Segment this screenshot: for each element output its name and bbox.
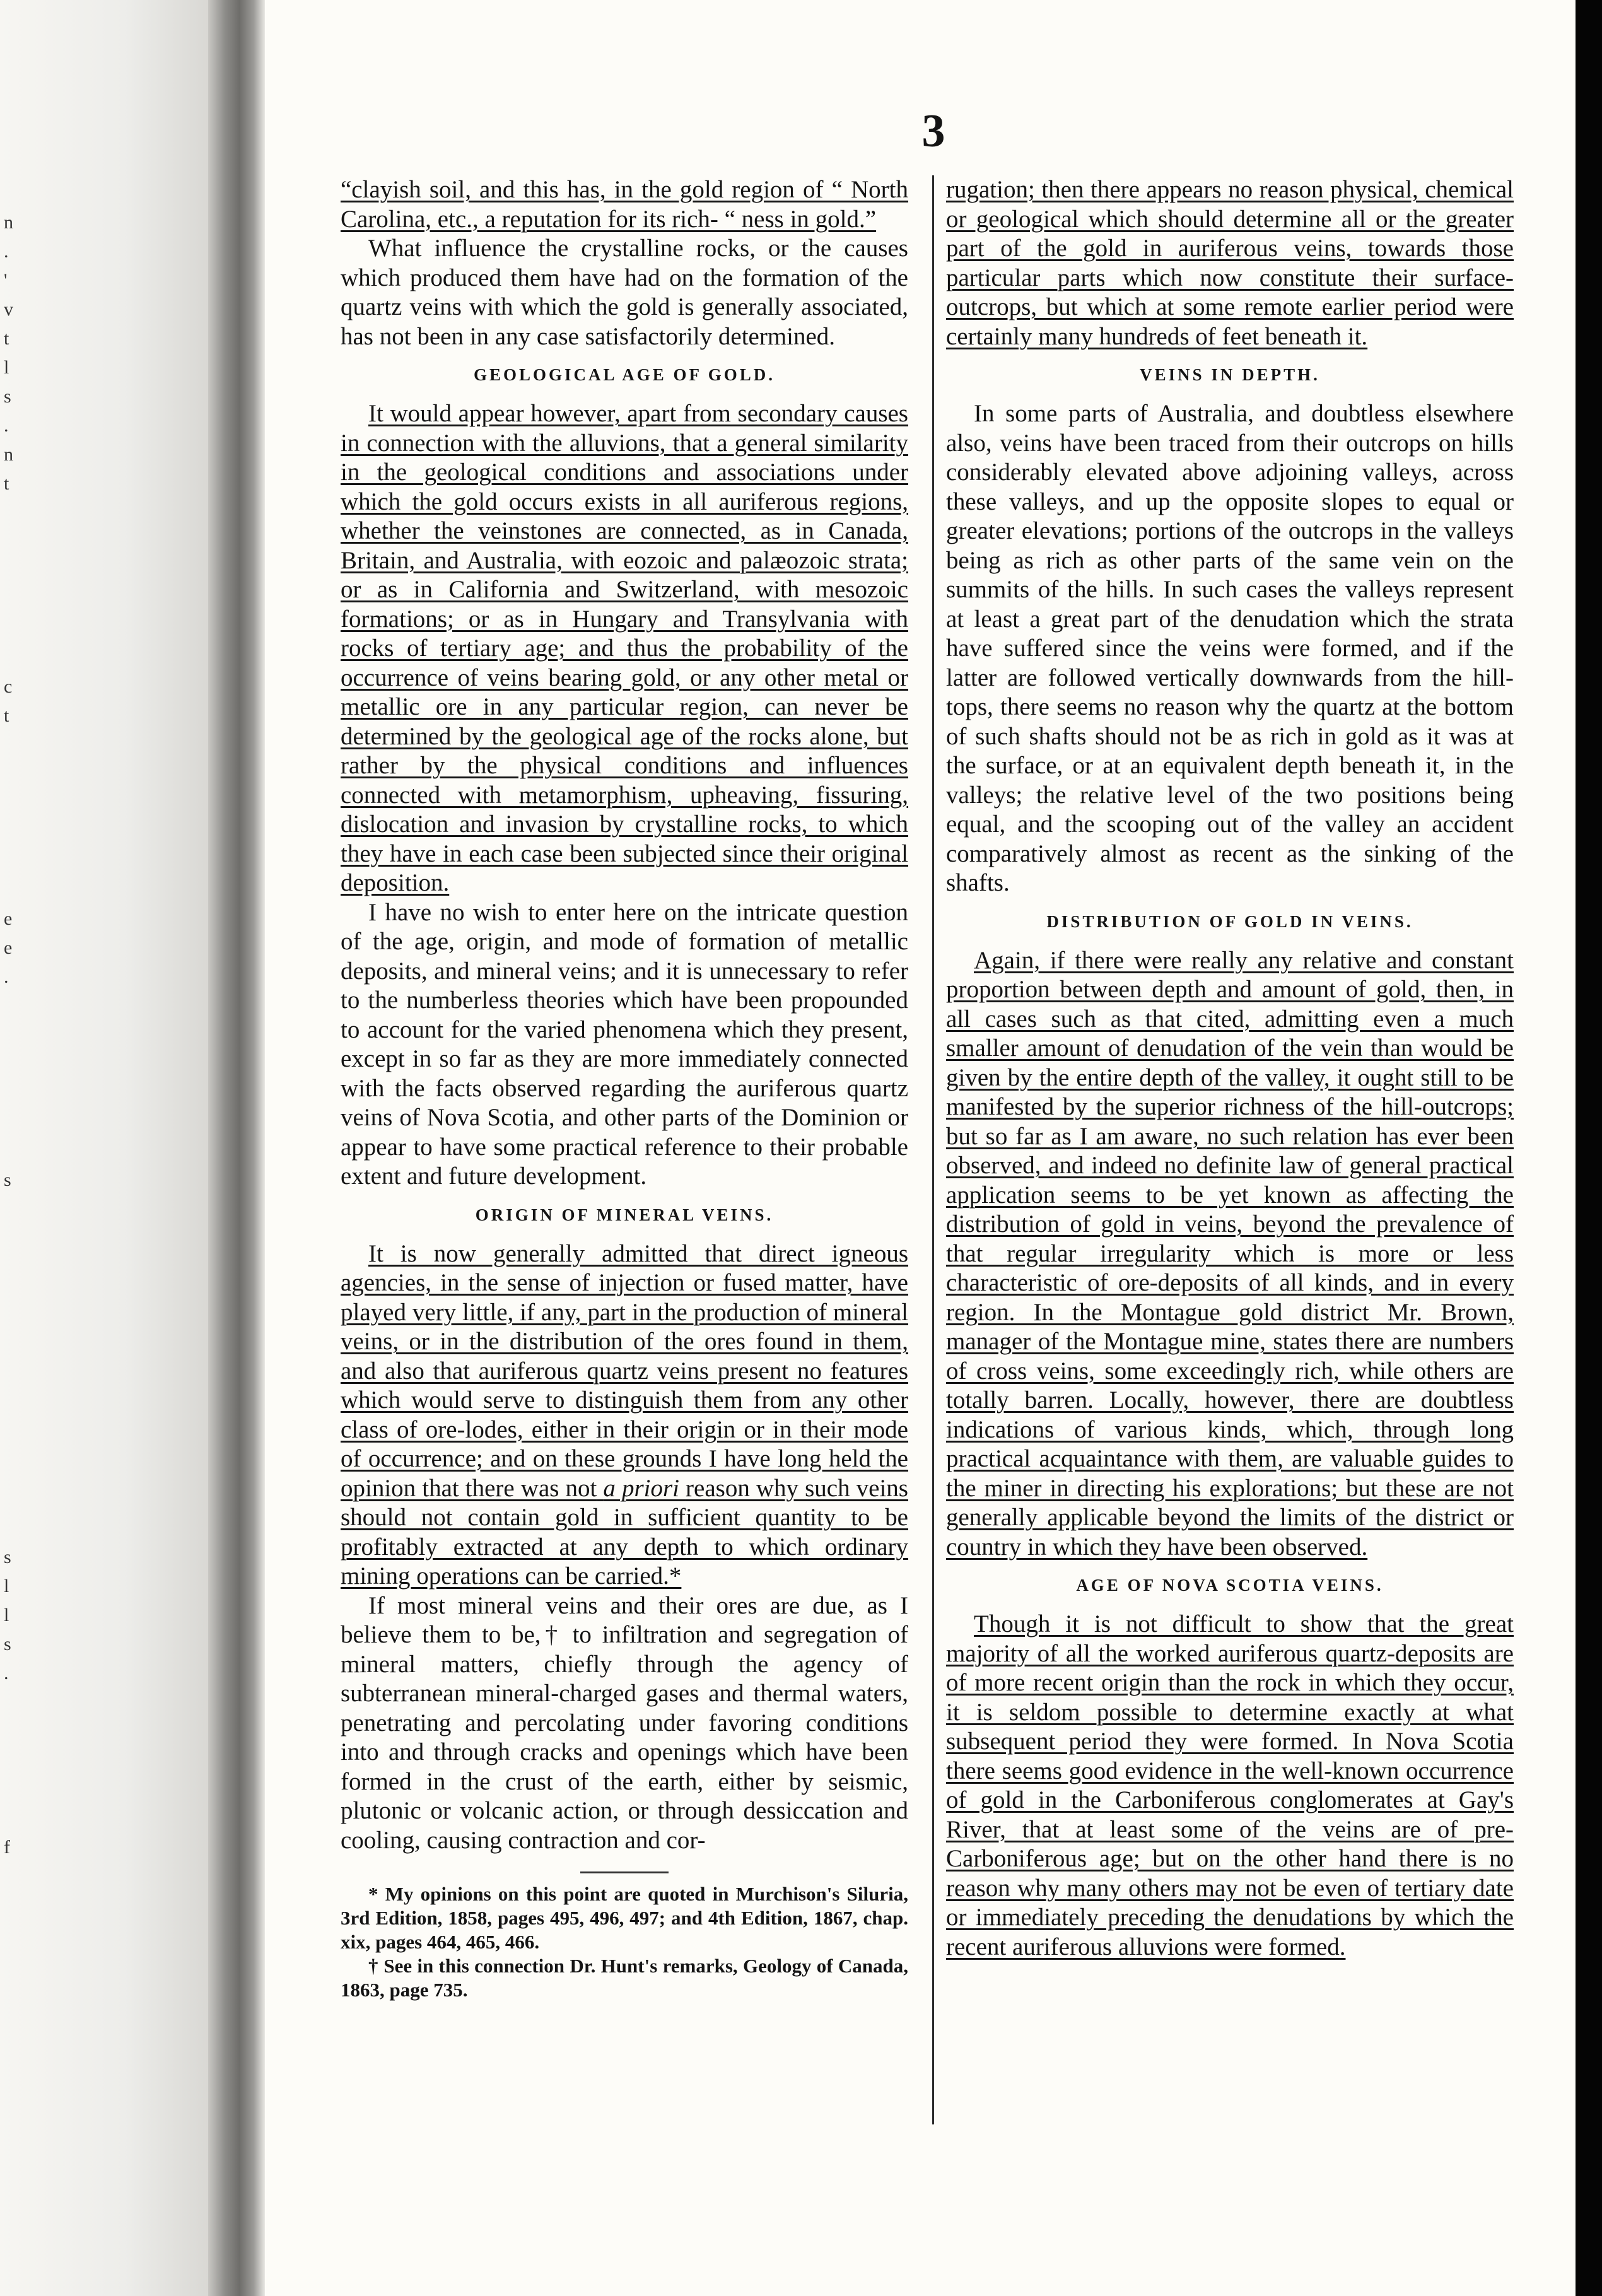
- underlined-text: rugation; then there appears no reason physical, chemical or geological which should determine all or the greater part of the gold in auriferous veins, towards those particular parts which now constitute their surface-outcrops, but which at some remote earlier period were certainly many hundreds of feet beneath it.: [946, 176, 1514, 350]
- paragraph: If most mineral veins and their ores are due, as I believe them to be,† to infiltration and segregation of mineral matters, chiefly through the agency of subterranean mineral-charged gases and thermal waters, penetrating and percolating under favoring conditions into and through cracks and openings which have been formed in the crust of the earth, either by seismic, plutonic or volcanic action, or through dessiccation and cooling, causing contraction and cor-: [341, 1591, 908, 1854]
- section-heading: DISTRIBUTION OF GOLD IN VEINS.: [1046, 911, 1413, 931]
- margin-text-fragments: n . ' v t l s . n t c t e e . s s l l s . f: [4, 212, 13, 1858]
- text-run: It is now generally admitted that direct igneous agencies, in the sense of injection or fused matter, have played very little, if any, part in the production of mineral veins, or in the distribution of the ores found in them, and also that auriferous quartz veins present no features which would serve to distinguish them from any other class of ore-lodes, either in their origin or in their mode of occurrence; and on these grounds I have long held the opinion that there was not: [341, 1239, 908, 1502]
- footnote-rule: [580, 1871, 669, 1873]
- paragraph: [341, 399, 908, 898]
- underlined-text: Though it is not difficult to show that the great majority of all the worked auriferous quartz-deposits are of more recent origin than the rock in which they occur, it is seldom possible to determine exactly at what subsequent period they were formed. In Nova Scotia there seems good evidence in the well-known occurrence of gold in the Carboniferous conglomerates at Gay's River, that at least some of the veins are of pre-Carboniferous age; but on the other hand there is no reason why many others may not be even of tertiary date or immediately preceding the denudations by which the recent auriferous alluvions were formed.: [946, 1610, 1514, 1960]
- paragraph: What influence the crystalline rocks, or the causes which produced them have had on the formation of the quartz veins with which the gold is generally associated, has not been in any case satisfactorily determined.: [341, 235, 908, 350]
- column-divider: [932, 175, 934, 2124]
- paragraph: [946, 175, 1514, 351]
- underlined-text: “clayish soil, and this has, in the gold region of “ North Carolina, etc., a reputation for its rich- “ ness in gold.”: [341, 176, 908, 233]
- section-heading: ORIGIN OF MINERAL VEINS.: [475, 1205, 774, 1224]
- right-column: [946, 175, 1514, 1962]
- facing-page-edge: [0, 0, 208, 2296]
- footnote: * My opinions on this point are quoted in Murchison's Siluria, 3rd Edition, 1858, pages 495, 496, 497; and 4th Edition, 1867, chap. xix, pages 464, 465, 466.: [341, 1883, 908, 1953]
- paragraph: In some parts of Australia, and doubtless elsewhere also, veins have been traced from their outcrops on hills considerably elevated above adjoining valleys, across these valleys, and up the opposite slopes to equal or greater elevations; portions of the outcrops in the valleys being as rich as other parts of the same vein on the summits of the hills. In such cases the valleys represent at least a great part of the denudation which the strata have suffered since the veins were formed, and if the latter are followed vertically downwards from the hill-tops, there seems no reason why the quartz at the bottom of such shafts should not be as rich in gold as it was at the surface, or at an equivalent depth beneath it, in the valleys; the relative level of the two positions being equal, and the scooping out of the valley an accident comparatively almost as recent as the sinking of the shafts.: [946, 400, 1514, 896]
- underlined-text: [341, 1240, 908, 1590]
- italic-phrase: a priori: [603, 1474, 679, 1502]
- page-number: 3: [921, 105, 945, 157]
- scan-border: [1576, 0, 1602, 2296]
- section-heading: AGE OF NOVA SCOTIA VEINS.: [1076, 1576, 1384, 1595]
- paragraph: I have no wish to enter here on the intricate question of the age, origin, and mode of formation of metallic deposits, and mineral veins; and it is unnecessary to refer to the numberless theories which have been propounded to account for the varied phenomena which they present, except in so far as they are more immediately connected with the facts observed regarding the auriferous quartz veins of Nova Scotia, and other parts of the Dominion or appear to have some practical reference to their probable extent and future development.: [341, 898, 908, 1190]
- text-run: reason why such veins should not contain gold in sufficient quantity to be profitably extracted at any depth to which ordinary mining operations can be carried.*: [341, 1474, 908, 1590]
- binding-gutter-shadow: [208, 0, 265, 2296]
- footnote: † See in this connection Dr. Hunt's remarks, Geology of Canada, 1863, page 735.: [341, 1955, 908, 2001]
- paragraph: [946, 1610, 1514, 1962]
- section-heading: VEINS IN DEPTH.: [1140, 365, 1320, 384]
- paragraph: [946, 946, 1514, 1562]
- section-heading: GEOLOGICAL AGE OF GOLD.: [473, 365, 776, 384]
- paragraph: [341, 1239, 908, 1591]
- left-column: [341, 175, 908, 2002]
- underlined-text: Again, if there were really any relative and constant proportion between depth and amount of gold, then, in all cases such as that cited, admitting even a much smaller amount of denudation of the vein than would be given by the entire depth of the valley, it ought still to be manifested by the superior richness of the hill-outcrops; but so far as I am aware, no such relation has ever been observed, and indeed no definite law of general practical application seems to be yet known as affecting the distribution of gold in veins, beyond the prevalence of that regular irregularity which is more or less characteristic of ore-deposits of all kinds, and in every region. In the Montague gold district Mr. Brown, manager of the Montague mine, states there are numbers of cross veins, some exceedingly rich, while others are totally barren. Locally, however, there are doubtless indications of various kinds, which, through long practical acquaintance with them, are valuable guides to the miner in directing his explorations; but these are not generally applicable beyond the limits of the district or country in which they have been observed.: [946, 946, 1514, 1561]
- underlined-text: It would appear however, apart from secondary causes in connection with the alluvions, that a general similarity in the geological conditions and associations under which the gold occurs exists in all auriferous regions, whether the veinstones are connected, as in Canada, Britain, and Australia, with eozoic and palæozoic strata; or as in California and Switzerland, with mesozoic formations; or as in Hungary and Transylvania with rocks of tertiary age; and thus the probability of the occurrence of veins bearing gold, or any other metal or metallic ore in any particular region, can never be determined by the geological age of the rocks alone, but rather by the physical conditions and influences connected with metamorphism, upheaving, fissuring, dislocation and invasion by crystalline rocks, to which they have in each case been subjected since their original deposition.: [341, 400, 908, 896]
- paragraph: [341, 175, 908, 234]
